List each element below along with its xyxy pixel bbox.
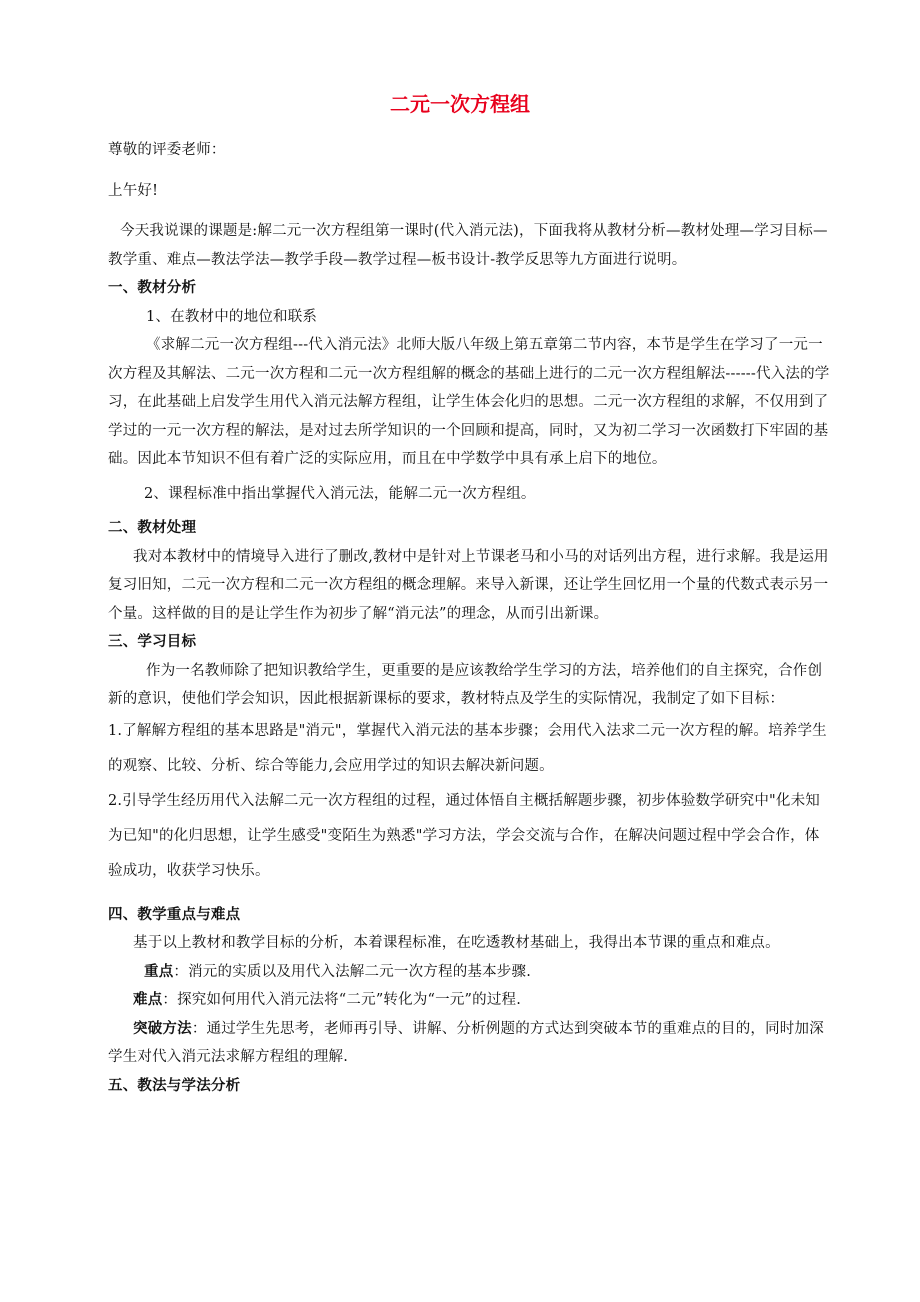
breakthrough-method	[108, 1015, 830, 1072]
goal-2: 2.引导学生经历用代入法解二元一次方程组的过程，通过体悟自主概括解题步骤，初步体验数学研究中"化未知为已知"的化归思想，让学生感受"变陌生为熟悉"学习方法，学会交流与合作，在解决问题过程中学会合作，体验成功，收获学习快乐。	[108, 792, 820, 879]
breakthrough-method-text: ：通过学生先思考，老师再引导、讲解、分析例题的方式达到突破本节的重难点的目的，同时加深学生对代入消元法求解方程组的理解.	[108, 1020, 824, 1065]
section-1-sub1: 1、在教材中的地位和联系	[146, 308, 318, 325]
section-2-heading: 二、教材处理	[108, 520, 197, 536]
intro-paragraph: 今天我说课的课题是:解二元一次方程组第一课时(代入消元法)，下面我将从教材分析—教材处理—学习目标—教学重、难点—教法学法—教学手段—教学过程—板书设计-教学反思等九方面进行说明。	[108, 223, 828, 268]
section-5-heading: 五、教法与学法分析	[108, 1077, 241, 1094]
goal-1: 1.了解解方程组的基本思路是"消元"，掌握代入消元法的基本步骤；会用代入法求二元一次方程的解。培养学生的观察、比较、分析、综合等能力,会应用学过的知识去解决新问题。	[108, 722, 827, 774]
section-3-paragraph: 作为一名教师除了把知识教给学生，更重要的是应该教给学生学习的方法，培养他们的自主探究，合作创新的意识，使他们学会知识，因此根据新课标的要求，教材特点及学生的实际情况，我制定了如下目标：	[108, 662, 823, 707]
key-point-text: ：消元的实质以及用代入法解二元一次方程的基本步骤.	[173, 963, 532, 980]
greeting: 尊敬的评委老师：	[108, 142, 226, 158]
section-2-paragraph: 我对本教材中的情境导入进行了删改,教材中是针对上节课老马和小马的对话列出方程，进行求解。我是运用复习旧知，二元一次方程和二元一次方程组的概念理解。来导入新课，还让学生回忆用一个量的代数式表示另一个量。这样做的目的是让学生作为初步了解“消元法”的理念，从而引出新课。	[108, 548, 829, 622]
document-body	[108, 136, 830, 1100]
section-4-heading: 四、教学重点与难点	[108, 906, 241, 923]
section-1-paragraph: 《求解二元一次方程组---代入消元法》北师大版八年级上第五章第二节内容，本节是学生在学习了一元一次方程及其解法、二元一次方程和二元一次方程组解的概念的基础上进行的二元一次方程组解法------代入法的学习，在此基础上启发学生用代入消元法解方程组，让学生体会化归的思想。二元一次方程组的求解，不仅用到了学过的一元一次方程的解法，是对过去所学知识的一个回顾和提高，同时，又为初二学习一次函数打下牢固的基础。因此本节知识不但有着广泛的实际应用，而且在中学数学中具有承上启下的地位。	[108, 337, 830, 467]
section-1-sub2: 2、课程标准中指出掌握代入消元法，能解二元一次方程组。	[144, 485, 536, 502]
section-3-heading: 三、学习目标	[108, 634, 197, 650]
difficult-point-label: 难点	[133, 992, 163, 1008]
section-1-heading: 一、教材分析	[108, 280, 197, 296]
key-point-label: 重点	[144, 963, 174, 980]
key-point	[108, 958, 830, 987]
difficult-point	[108, 986, 830, 1015]
difficult-point-text: ：探究如何用代入消元法将“二元”转化为“一元”的过程.	[162, 992, 522, 1008]
section-4-paragraph: 基于以上教材和教学目标的分析，本着课程标准，在吃透教材基础上，我得出本节课的重点和难点。	[133, 935, 780, 951]
breakthrough-method-label: 突破方法	[133, 1020, 192, 1037]
document-title: 二元一次方程组	[390, 92, 530, 116]
salute: 上午好!	[108, 182, 159, 199]
